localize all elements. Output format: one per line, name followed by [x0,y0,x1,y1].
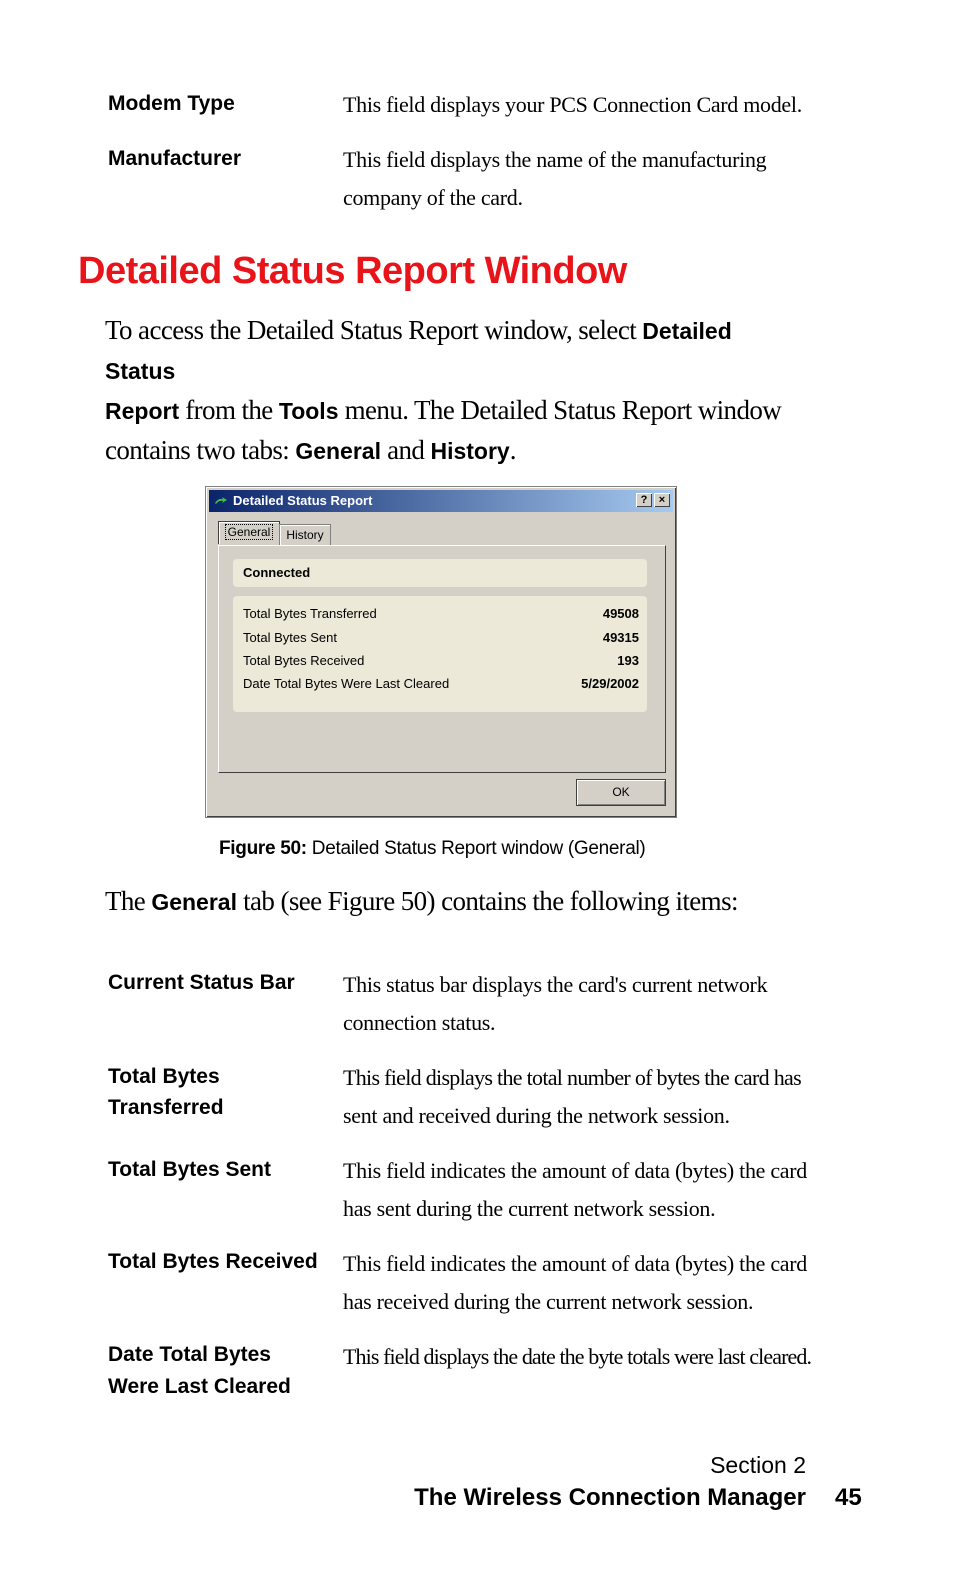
window-titlebar[interactable] [209,490,673,512]
intro-line-1 [105,311,805,391]
intro-bold-general: General [295,438,381,464]
intro-text: from the [179,395,279,425]
current-status-bar [233,559,647,587]
term-current-status-bar: Current Status Bar [108,971,295,994]
term-total-bytes-received: Total Bytes Received [108,1250,318,1273]
stat-row [243,672,639,695]
desc-line: sent and received during the network session. [343,1103,730,1128]
figure-caption-text: Detailed Status Report window (General) [306,838,646,859]
byte-stats-box [233,596,647,712]
term-date-total-bytes-line2: Were Last Cleared [108,1375,291,1398]
page-number: 45 [835,1484,862,1511]
window-title: Detailed Status Report [233,493,373,508]
help-button[interactable]: ? [636,493,652,507]
general-tab-sentence [105,882,738,922]
sentence-text: tab (see Figure 50) contains the following items: [236,886,738,916]
desc-line: has received during the current network session. [343,1289,754,1314]
footer-section: Section 2 [710,1452,806,1478]
desc-line: This field indicates the amount of data (bytes) the card [343,1251,807,1276]
stat-label: Total Bytes Received [243,653,365,668]
detailed-status-report-window [205,486,677,818]
stat-row [243,602,639,625]
stat-value: 49508 [602,606,639,621]
stat-row [243,626,639,649]
stat-value: 193 [617,653,639,668]
stat-label: Total Bytes Sent [243,630,337,645]
intro-text: menu. The Detailed Status Report window [338,395,782,425]
ok-button[interactable]: OK [576,779,666,806]
term-total-bytes-transferred-line2: Transferred [108,1096,224,1119]
stat-row [243,649,639,672]
tab-general-label: General [225,524,274,540]
term-total-bytes-transferred: Total Bytes [108,1065,220,1088]
tab-general[interactable] [218,521,280,544]
desc-line: This field indicates the amount of data (bytes) the card [343,1158,807,1183]
intro-bold-detailed-status: Detailed Status [105,318,732,384]
stat-label: Date Total Bytes Were Last Cleared [243,676,450,691]
stat-value: 49315 [602,630,639,645]
intro-bold-report: Report [105,398,180,424]
term-date-total-bytes: Date Total Bytes [108,1343,271,1366]
general-tab-panel [218,545,666,773]
stat-label: Total Bytes Transferred [243,606,377,621]
intro-bold-tools: Tools [278,398,339,424]
intro-paragraph [105,311,805,471]
intro-text: . [509,435,516,465]
figure-caption [219,838,645,860]
sentence-bold-general: General [151,889,237,915]
status-text: Connected [243,565,311,580]
term-manufacturer: Manufacturer [108,147,242,170]
desc-line: connection status. [343,1010,496,1035]
desc-manufacturer-line1: This field displays the name of the manufacturing [343,147,767,172]
sentence-text: The [105,886,152,916]
connection-arrow-icon [214,497,228,505]
desc-line: This field displays the total number of bytes the card has [343,1065,801,1090]
desc-line: This field displays the date the byte totals were last cleared. [343,1344,812,1369]
intro-line-2 [105,391,805,431]
desc-line: has sent during the current network session. [343,1196,716,1221]
intro-text: To access the Detailed Status Report window, select [105,315,643,345]
intro-bold-history: History [430,438,510,464]
term-modem-type: Modem Type [108,92,235,115]
close-button[interactable]: × [654,493,670,507]
figure-label: Figure 50: [219,838,307,859]
intro-line-3 [105,431,805,471]
section-heading: Detailed Status Report Window [78,250,627,292]
desc-modem-type: This field displays your PCS Connection Card model. [343,92,802,117]
tab-history[interactable]: History [279,524,331,545]
footer-title: The Wireless Connection Manager [414,1484,806,1511]
term-total-bytes-sent: Total Bytes Sent [108,1158,271,1181]
desc-line: This status bar displays the card's current network [343,972,768,997]
desc-manufacturer-line2: company of the card. [343,185,523,210]
intro-text: and [380,435,431,465]
stat-value: 5/29/2002 [581,676,639,691]
intro-text: contains two tabs: [105,435,296,465]
